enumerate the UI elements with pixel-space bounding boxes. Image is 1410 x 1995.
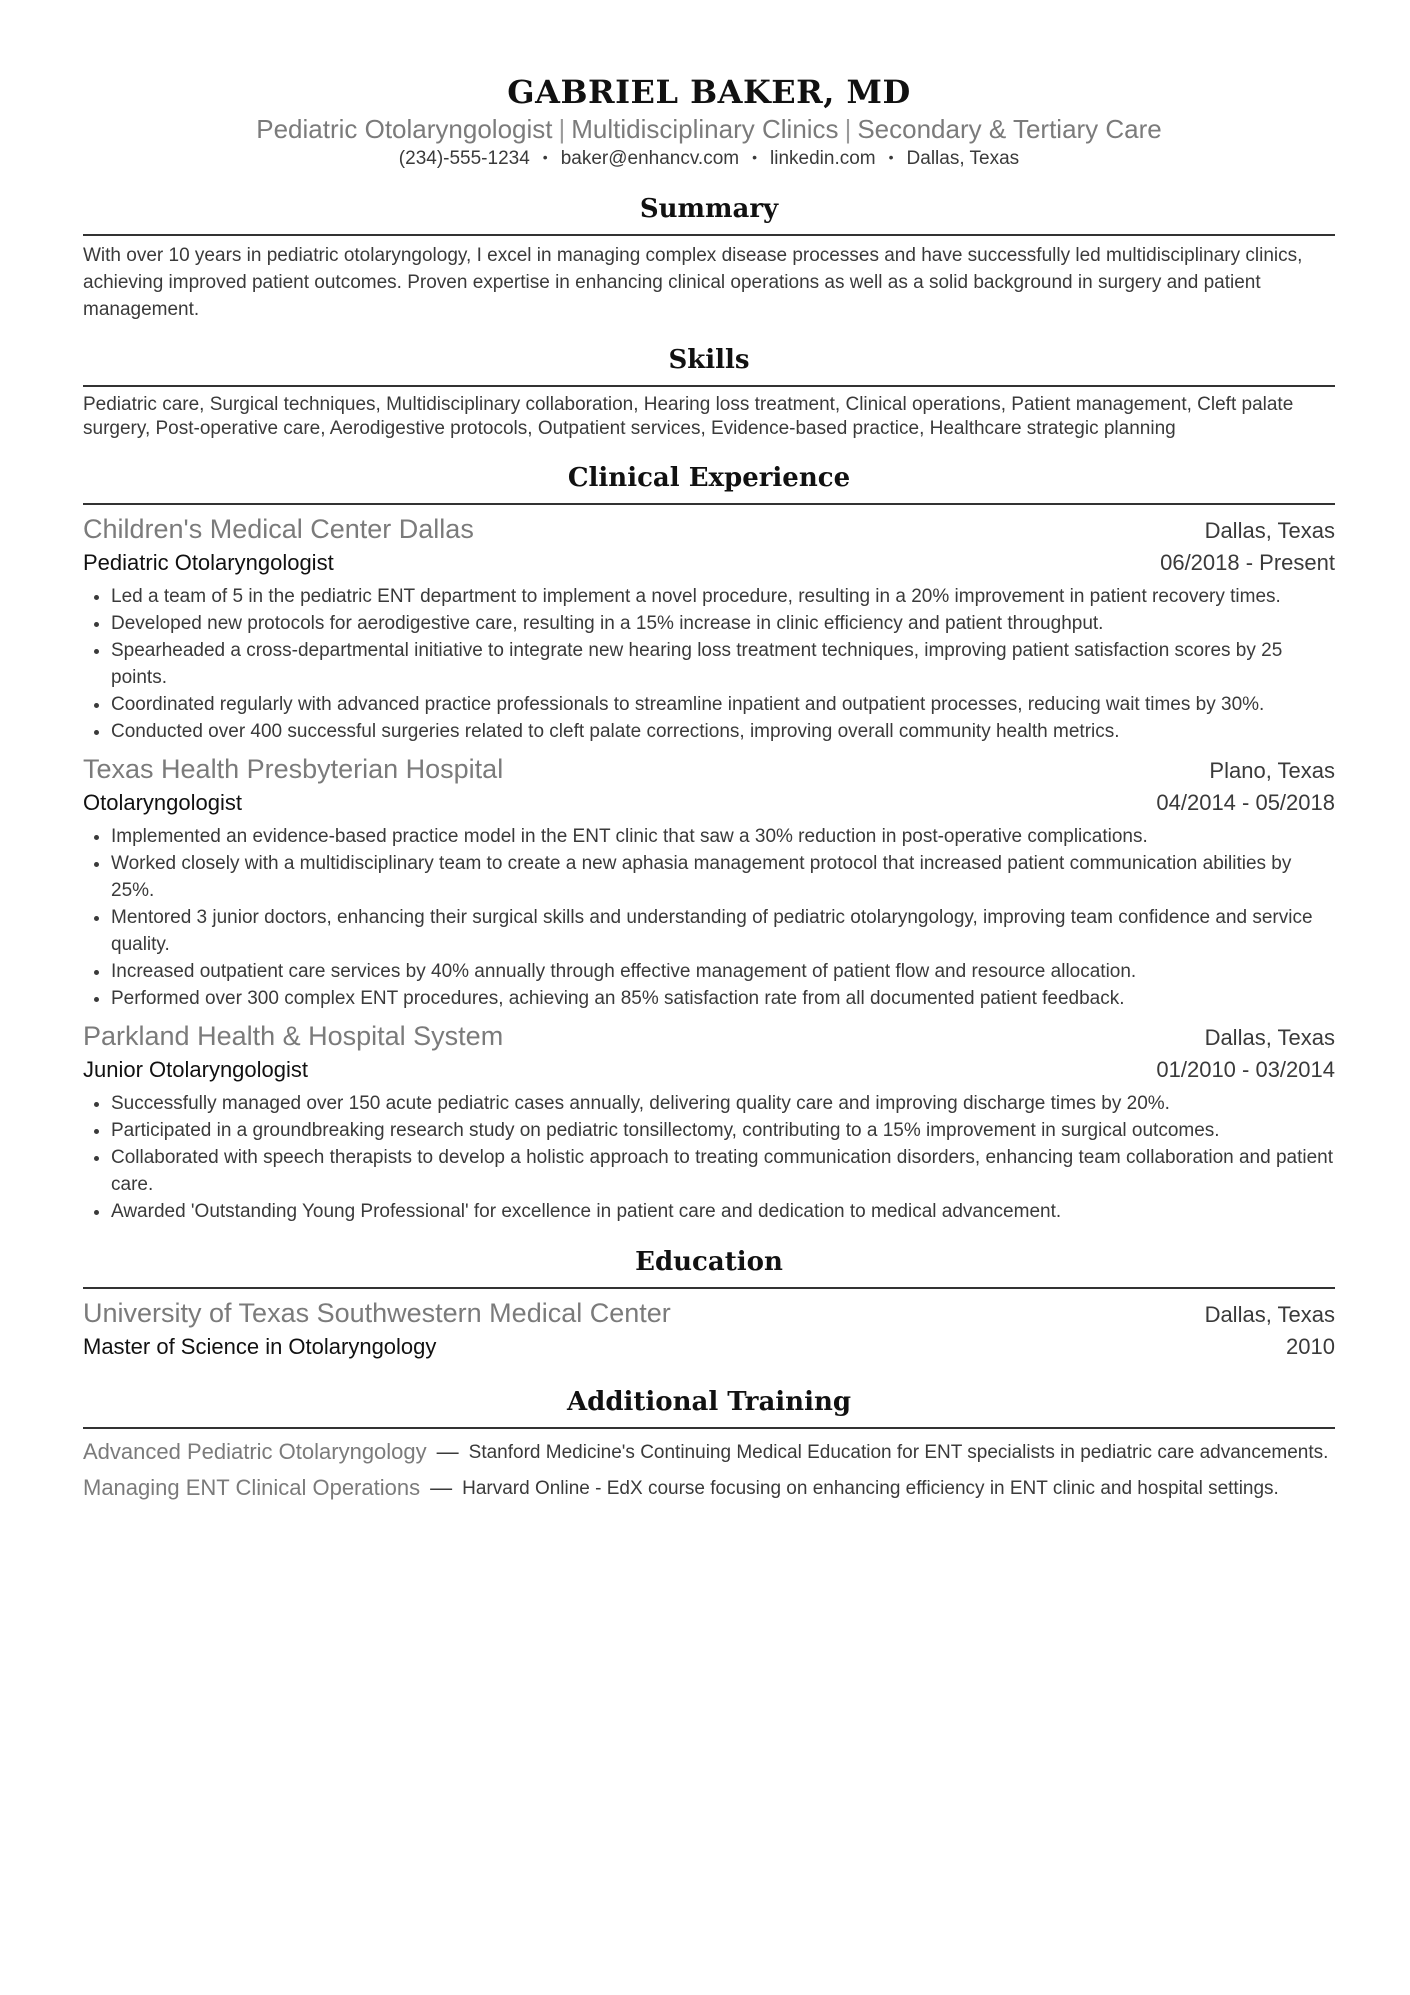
employer-location: Plano, Texas <box>1209 758 1335 783</box>
training-dash: — <box>436 1439 459 1464</box>
achievement-item: • Spearheaded a cross-departmental initiative to integrate new hearing loss treatment techniques, improving patient satisfaction scores by 25 points. <box>111 637 1335 691</box>
experience-entry <box>83 511 1335 745</box>
contact-separator: • <box>888 149 894 165</box>
experience-entry <box>83 1018 1335 1225</box>
contact-phone[interactable]: (234)-555-1234 <box>398 148 530 169</box>
section-title-training: Additional Training <box>83 1385 1335 1429</box>
summary-section <box>83 192 1335 323</box>
job-title: Junior Otolaryngologist <box>83 1057 309 1082</box>
achievement-item: • Successfully managed over 150 acute pediatric cases annually, delivering quality care and improving discharge times by 20%. <box>111 1090 1335 1117</box>
achievement-list <box>83 1090 1335 1225</box>
summary-text: With over 10 years in pediatric otolaryngology, I excel in managing complex disease processes and have successfully led multidisciplinary clinics, achieving improved patient outcomes. Proven expertise in enhancing clinical operations as well as a solid background in surgery and patient management. <box>83 245 1303 320</box>
employer-location: Dallas, Texas <box>1204 1025 1335 1050</box>
contact-email[interactable]: baker@enhancv.com <box>560 148 740 169</box>
employer-location: Dallas, Texas <box>1204 518 1335 543</box>
achievement-item: • Participated in a groundbreaking research study on pediatric tonsillectomy, contributing to a 15% improvement in surgical outcomes. <box>111 1117 1335 1144</box>
training-entry <box>83 1475 1335 1501</box>
achievement-item: • Collaborated with speech therapists to develop a holistic approach to treating communication disorders, enhancing team collaboration and patient care. <box>111 1144 1335 1198</box>
school-name: University of Texas Southwestern Medical Center <box>83 1298 671 1328</box>
employer-name: Texas Health Presbyterian Hospital <box>83 754 504 784</box>
training-section <box>83 1385 1335 1501</box>
training-entry <box>83 1439 1335 1465</box>
contact-location: Dallas, Texas <box>906 148 1020 169</box>
resume-page <box>83 72 1335 1501</box>
job-dates: 04/2014 - 05/2018 <box>1156 790 1335 815</box>
section-title-summary: Summary <box>83 192 1335 236</box>
education-entry <box>83 1295 1335 1363</box>
contact-separator: • <box>752 149 758 165</box>
school-location: Dallas, Texas <box>1204 1302 1335 1327</box>
achievement-item: • Mentored 3 junior doctors, enhancing their surgical skills and understanding of pediatric otolaryngology, improving team confidence and service quality. <box>111 904 1335 958</box>
contact-line <box>83 146 1335 172</box>
contact-separator: • <box>542 149 548 165</box>
achievement-list <box>83 583 1335 745</box>
graduation-year: 2010 <box>1286 1334 1335 1359</box>
achievement-item: • Performed over 300 complex ENT procedures, achieving an 85% satisfaction rate from all documented patient feedback. <box>111 985 1335 1012</box>
achievement-item: • Implemented an evidence-based practice model in the ENT clinic that saw a 30% reduction in post-operative complications. <box>111 823 1335 850</box>
achievement-item: • Increased outpatient care services by 40% annually through effective management of patient flow and resource allocation. <box>111 958 1335 985</box>
training-description: Harvard Online - EdX course focusing on enhancing efficiency in ENT clinic and hospital settings. <box>462 1478 1279 1499</box>
achievement-item: • Coordinated regularly with advanced practice professionals to streamline inpatient and outpatient processes, reducing wait times by 30%. <box>111 691 1335 718</box>
headline-item: Secondary & Tertiary Care <box>857 114 1162 144</box>
education-section <box>83 1245 1335 1363</box>
section-title-skills: Skills <box>83 343 1335 387</box>
job-title: Pediatric Otolaryngologist <box>83 550 334 575</box>
job-dates: 01/2010 - 03/2014 <box>1156 1057 1335 1082</box>
headline-item: Multidisciplinary Clinics <box>571 114 839 144</box>
training-name: Managing ENT Clinical Operations <box>83 1475 421 1500</box>
headline <box>83 112 1335 146</box>
resume-header <box>83 72 1335 172</box>
employer-name: Children's Medical Center Dallas <box>83 514 474 544</box>
achievement-item: • Developed new protocols for aerodigestive care, resulting in a 15% increase in clinic efficiency and patient throughput. <box>111 610 1335 637</box>
achievement-item: • Conducted over 400 successful surgeries related to cleft palate corrections, improving overall community health metrics. <box>111 718 1335 745</box>
achievement-item: • Worked closely with a multidisciplinary team to create a new aphasia management protocol that increased patient communication abilities by 25%. <box>111 850 1335 904</box>
training-dash: — <box>430 1475 453 1500</box>
headline-separator: | <box>844 114 852 144</box>
skills-section <box>83 343 1335 441</box>
section-title-experience: Clinical Experience <box>83 461 1335 505</box>
candidate-name: GABRIEL BAKER, MD <box>507 73 911 111</box>
contact-linkedin[interactable]: linkedin.com <box>770 148 876 169</box>
achievement-item: • Awarded 'Outstanding Young Professional' for excellence in patient care and dedication to medical advancement. <box>111 1198 1335 1225</box>
employer-name: Parkland Health & Hospital System <box>83 1021 504 1051</box>
degree-name: Master of Science in Otolaryngology <box>83 1334 437 1359</box>
training-name: Advanced Pediatric Otolaryngology <box>83 1439 427 1464</box>
job-dates: 06/2018 - Present <box>1160 550 1335 575</box>
headline-item: Pediatric Otolaryngologist <box>256 114 553 144</box>
achievement-item: • Led a team of 5 in the pediatric ENT department to implement a novel procedure, resulting in a 20% improvement in patient recovery times. <box>111 583 1335 610</box>
section-title-education: Education <box>83 1245 1335 1289</box>
headline-separator: | <box>558 114 566 144</box>
achievement-list <box>83 823 1335 1012</box>
training-description: Stanford Medicine's Continuing Medical Education for ENT specialists in pediatric care advancements. <box>468 1442 1329 1463</box>
experience-entry <box>83 751 1335 1012</box>
skills-text: Pediatric care, Surgical techniques, Multidisciplinary collaboration, Hearing loss treatment, Clinical operations, Patient management, Cleft palate surgery, Post-operative care, Aerodigestive protocols, Outpatient services, Evidence-based practice, Healthcare strategic planning <box>83 394 1294 439</box>
experience-section <box>83 461 1335 1225</box>
job-title: Otolaryngologist <box>83 790 242 815</box>
